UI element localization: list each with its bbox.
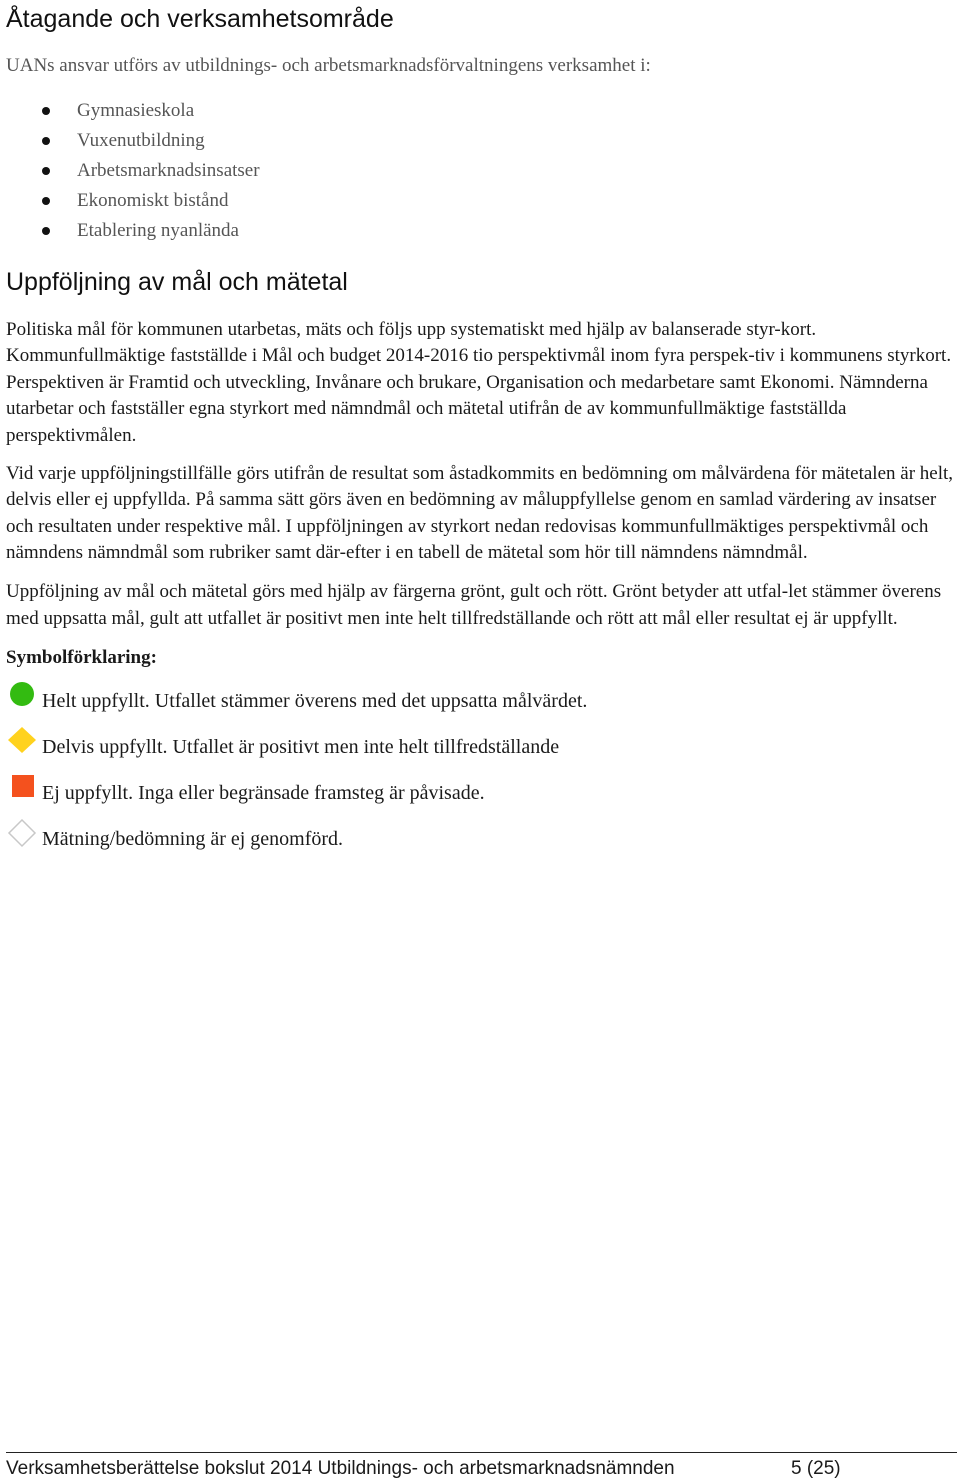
section-heading: Åtagande och verksamhetsområde <box>6 5 394 33</box>
white-diamond-icon <box>6 819 40 853</box>
body-paragraph: Uppföljning av mål och mätetal görs med hjälp av färgerna grönt, gult och rött. Grönt betyder att utfal-let stämmer överens med uppsatta mål, gult att utfallet är positivt men inte helt tillfredställande och rött att mål eller resultat ej är uppfyllt. <box>6 580 942 629</box>
list-item <box>6 96 954 126</box>
body-paragraph: Vid varje uppföljningstillfälle görs utifrån de resultat som åstadkommits en bedömning om målvärdena för mätetalen är helt, delvis eller ej uppfyllda. På samma sätt görs även en bedömning av måluppfyllelse genom en samlad värdering av insatser och resultaten under respektive mål. I uppföljningen av styrkort nedan redovisas kommunfullmäktiges perspektivmål och nämndens nämndmål som rubriker samt där-efter i en tabell de mätetal som hör till nämndens nämndmål. <box>6 462 954 564</box>
list-item-label: Etablering nyanlända <box>77 219 239 241</box>
bullet-icon <box>42 197 50 205</box>
page-number: 5 (25) <box>791 1458 841 1479</box>
areas-list <box>6 96 954 246</box>
list-item <box>6 186 954 216</box>
list-item-label: Vuxenutbildning <box>77 129 205 151</box>
page-footer <box>6 1452 957 1479</box>
legend-title: Symbolförklaring: <box>6 647 157 669</box>
legend-item <box>6 773 954 819</box>
bullet-icon <box>42 167 50 175</box>
legend-item-text: Delvis uppfyllt. Utfallet är positivt men inte helt tillfredställande <box>42 736 560 759</box>
footer-title: Verksamhetsberättelse bokslut 2014 Utbildnings- och arbetsmarknadsnämnden <box>6 1458 675 1479</box>
legend-item <box>6 727 954 773</box>
document-page <box>6 0 954 865</box>
legend-item-text: Ej uppfyllt. Inga eller begränsade framsteg är påvisade. <box>42 782 485 805</box>
symbol-legend <box>6 681 954 865</box>
bullet-icon <box>42 107 50 115</box>
red-square-icon <box>6 773 40 807</box>
list-item-label: Gymnasieskola <box>77 99 195 121</box>
legend-item <box>6 681 954 727</box>
bullet-icon <box>42 137 50 145</box>
intro-text: UANs ansvar utförs av utbildnings- och arbetsmarknadsförvaltningens verksamhet i: <box>6 55 651 76</box>
list-item-label: Ekonomiskt bistånd <box>77 189 229 211</box>
bullet-icon <box>42 227 50 235</box>
green-circle-icon <box>6 681 40 715</box>
list-item <box>6 216 954 246</box>
yellow-diamond-icon <box>6 727 40 761</box>
list-item-label: Arbetsmarknadsinsatser <box>77 159 260 181</box>
legend-item-text: Helt uppfyllt. Utfallet stämmer överens med det uppsatta målvärdet. <box>42 690 588 713</box>
legend-item <box>6 819 954 865</box>
subsection-heading: Uppföljning av mål och mätetal <box>6 267 348 296</box>
legend-item-text: Mätning/bedömning är ej genomförd. <box>42 828 344 851</box>
body-paragraph: Politiska mål för kommunen utarbetas, mäts och följs upp systematiskt med hjälp av balanserade styr-kort. Kommunfullmäktige fastställde i Mål och budget 2014-2016 tio perspektivmål inom fyra perspek-tiv i kommunens styrkort. Perspektiven är Framtid och utveckling, Invånare och brukare, Organisation och medarbetare samt Ekonomi. Nämnderna utarbetar och fastställer egna styrkort med nämndmål och mätetal utifrån de av kommunfullmäktige fastställda perspektivmålen. <box>6 318 952 446</box>
list-item <box>6 156 954 186</box>
list-item <box>6 126 954 156</box>
